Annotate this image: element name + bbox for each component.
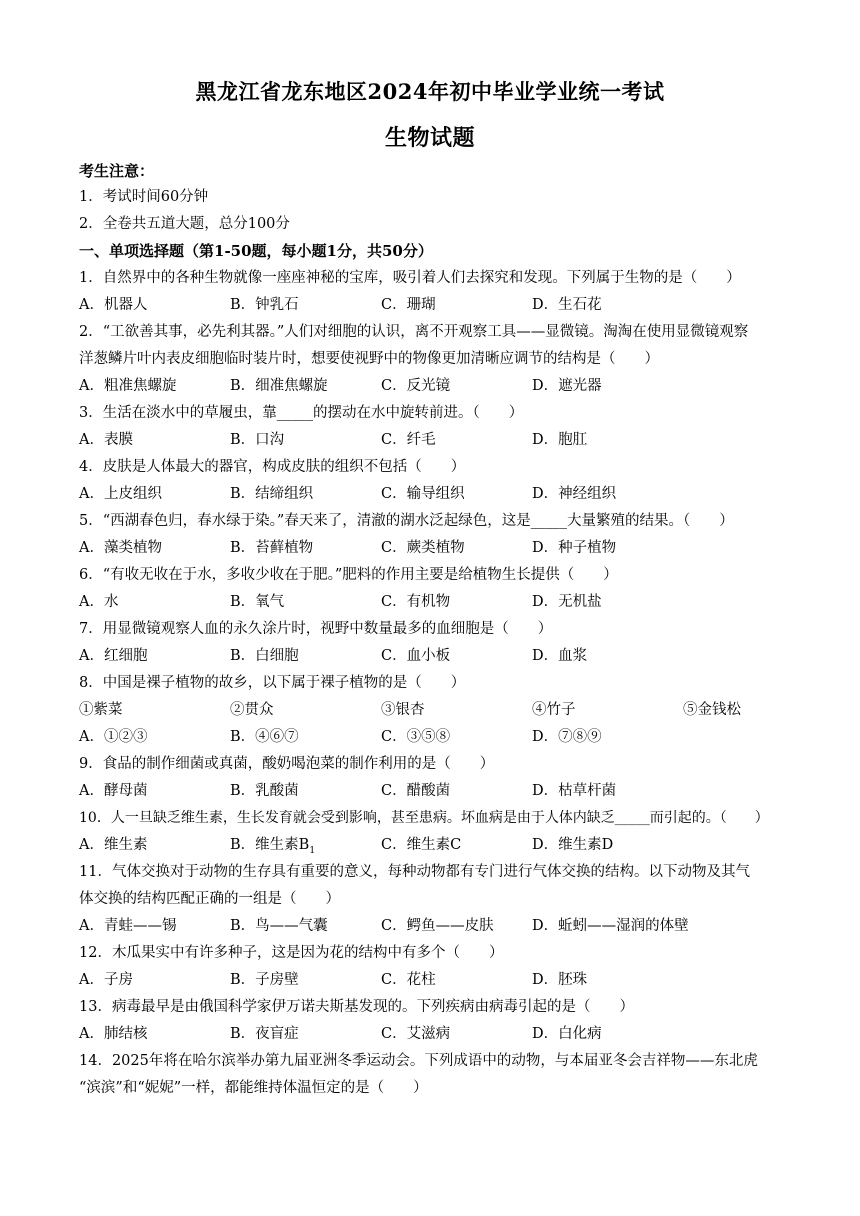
option-c: C．输导组织 bbox=[381, 486, 465, 502]
option-b: B．氧气 bbox=[230, 594, 285, 610]
option-row bbox=[79, 430, 799, 450]
option-b: B．子房壁 bbox=[230, 972, 299, 988]
option-d: D．蚯蚓——湿润的体壁 bbox=[532, 918, 689, 934]
option-b: B．细准焦螺旋 bbox=[230, 378, 328, 394]
option-b bbox=[230, 835, 315, 861]
option-d: D．白化病 bbox=[532, 1026, 602, 1042]
question-text: 13．病毒最早是由俄国科学家伊万诺夫斯基发现的。下列疾病由病毒引起的是（ ） bbox=[79, 999, 634, 1015]
option-b: B．乳酸菌 bbox=[230, 783, 299, 799]
option-a: A．①②③ bbox=[79, 729, 148, 745]
option-row bbox=[79, 592, 799, 612]
option-row bbox=[79, 835, 799, 855]
question-text: 10．人一旦缺乏维生素，生长发育就会受到影响，甚至患病。坏血病是由于人体内缺乏_____而引起的。（ ） bbox=[79, 810, 769, 826]
question-text: 2．“工欲善其事，必先利其器。”人们对细胞的认识，离不开观察工具——显微镜。淘淘在使用显微镜观察 bbox=[79, 324, 749, 340]
question-text: 1．自然界中的各种生物就像一座座神秘的宝库，吸引着人们去探究和发现。下列属于生物的是（ ） bbox=[79, 270, 741, 286]
exam-title: 黑龙江省龙东地区2024年初中毕业学业统一考试 bbox=[195, 79, 665, 104]
option-c: C．反光镜 bbox=[381, 378, 451, 394]
option-a: A．青蛙——锡 bbox=[79, 918, 177, 934]
list-item: ③银杏 bbox=[381, 702, 425, 718]
option-c: C．血小板 bbox=[381, 648, 451, 664]
option-d: D．神经组织 bbox=[532, 486, 617, 502]
section-heading: 一、单项选择题（第1-50题，每小题1分，共50分） bbox=[79, 242, 433, 260]
option-d: D．胞肛 bbox=[532, 432, 588, 448]
question-text: 3．生活在淡水中的草履虫，靠_____的摆动在水中旋转前进。（ ） bbox=[79, 405, 524, 421]
option-d: D．⑦⑧⑨ bbox=[532, 729, 602, 745]
option-row bbox=[79, 970, 799, 990]
option-a: A．机器人 bbox=[79, 297, 148, 313]
option-a: A．粗准焦螺旋 bbox=[79, 378, 177, 394]
notice-item: 1．考试时间60分钟 bbox=[79, 189, 209, 205]
option-row bbox=[79, 727, 799, 747]
option-a: A．上皮组织 bbox=[79, 486, 162, 502]
option-b: B．鸟——气囊 bbox=[230, 918, 328, 934]
option-b: B．④⑥⑦ bbox=[230, 729, 299, 745]
notice-heading: 考生注意： bbox=[79, 162, 155, 180]
option-c: C．醋酸菌 bbox=[381, 783, 451, 799]
subscript: 1 bbox=[309, 845, 316, 856]
question-text: 11．气体交换对于动物的生存具有重要的意义，每种动物都有专门进行气体交换的结构。以下动物及其气 bbox=[79, 864, 750, 880]
option-d: D．血浆 bbox=[532, 648, 588, 664]
option-row bbox=[79, 538, 799, 558]
option-row bbox=[79, 646, 799, 666]
option-b: B．钟乳石 bbox=[230, 297, 299, 313]
item-row bbox=[79, 700, 799, 720]
option-a: A．藻类植物 bbox=[79, 540, 162, 556]
option-a: A．酵母菌 bbox=[79, 783, 148, 799]
option-d: D．遮光器 bbox=[532, 378, 602, 394]
option-d: D．无机盐 bbox=[532, 594, 602, 610]
option-a: A．维生素 bbox=[79, 837, 148, 853]
question-text: 体交换的结构匹配正确的一组是（ ） bbox=[79, 891, 340, 907]
question-text: 4．皮肤是人体最大的器官，构成皮肤的组织不包括（ ） bbox=[79, 459, 466, 475]
option-a: A．红细胞 bbox=[79, 648, 148, 664]
option-b: B．口沟 bbox=[230, 432, 285, 448]
exam-subtitle: 生物试题 bbox=[384, 125, 475, 151]
option-a: A．表膜 bbox=[79, 432, 133, 448]
question-text: 7．用显微镜观察人血的永久涂片时，视野中数量最多的血细胞是（ ） bbox=[79, 621, 553, 637]
option-row bbox=[79, 484, 799, 504]
option-row bbox=[79, 781, 799, 801]
option-b: B．白细胞 bbox=[230, 648, 299, 664]
option-a: A．肺结核 bbox=[79, 1026, 148, 1042]
question-text: 14．2025年将在哈尔滨举办第九届亚洲冬季运动会。下列成语中的动物，与本届亚冬会吉祥物——东北虎 bbox=[79, 1053, 758, 1069]
option-c: C．有机物 bbox=[381, 594, 451, 610]
list-item: ②贯众 bbox=[230, 702, 274, 718]
option-c: C．维生素C bbox=[381, 837, 462, 853]
option-row bbox=[79, 1024, 799, 1044]
question-text: 9．食品的制作细菌或真菌，酸奶喝泡菜的制作利用的是（ ） bbox=[79, 756, 495, 772]
option-d: D．胚珠 bbox=[532, 972, 588, 988]
option-row bbox=[79, 295, 799, 315]
list-item: ①紫菜 bbox=[79, 702, 123, 718]
option-c: C．纤毛 bbox=[381, 432, 436, 448]
option-b: B．结缔组织 bbox=[230, 486, 314, 502]
option-d: D．种子植物 bbox=[532, 540, 617, 556]
option-b: B．苔藓植物 bbox=[230, 540, 314, 556]
option-b: B．夜盲症 bbox=[230, 1026, 299, 1042]
list-item: ⑤金钱松 bbox=[683, 702, 741, 718]
question-text: 12．木瓜果实中有许多种子，这是因为花的结构中有多个（ ） bbox=[79, 945, 504, 961]
question-text: 5．“西湖春色归，春水绿于染。”春天来了，清澈的湖水泛起绿色，这是_____大量繁殖的结果。（ ） bbox=[79, 513, 734, 529]
option-c: C．艾滋病 bbox=[381, 1026, 451, 1042]
option-row bbox=[79, 916, 799, 936]
option-c: C．鳄鱼——皮肤 bbox=[381, 918, 494, 934]
question-text: 洋葱鳞片叶内表皮细胞临时装片时，想要使视野中的物像更加清晰应调节的结构是（ ） bbox=[79, 351, 659, 367]
option-c: C．蕨类植物 bbox=[381, 540, 465, 556]
option-c: C．珊瑚 bbox=[381, 297, 436, 313]
list-item: ④竹子 bbox=[532, 702, 576, 718]
option-d: D．生石花 bbox=[532, 297, 602, 313]
option-d: D．维生素D bbox=[532, 837, 614, 853]
option-c: C．③⑤⑧ bbox=[381, 729, 451, 745]
option-a: A．子房 bbox=[79, 972, 133, 988]
option-c: C．花柱 bbox=[381, 972, 436, 988]
option-b-text: B．维生素B bbox=[230, 837, 310, 853]
option-d: D．枯草杆菌 bbox=[532, 783, 617, 799]
option-row bbox=[79, 376, 799, 396]
question-text: “滨滨”和“妮妮”一样，都能维持体温恒定的是（ ） bbox=[79, 1080, 428, 1096]
question-text: 6．“有收无收在于水，多收少收在于肥。”肥料的作用主要是给植物生长提供（ ） bbox=[79, 567, 618, 583]
question-text: 8．中国是裸子植物的故乡，以下属于裸子植物的是（ ） bbox=[79, 675, 466, 691]
option-a: A．水 bbox=[79, 594, 119, 610]
notice-item: 2．全卷共五道大题，总分100分 bbox=[79, 216, 290, 232]
